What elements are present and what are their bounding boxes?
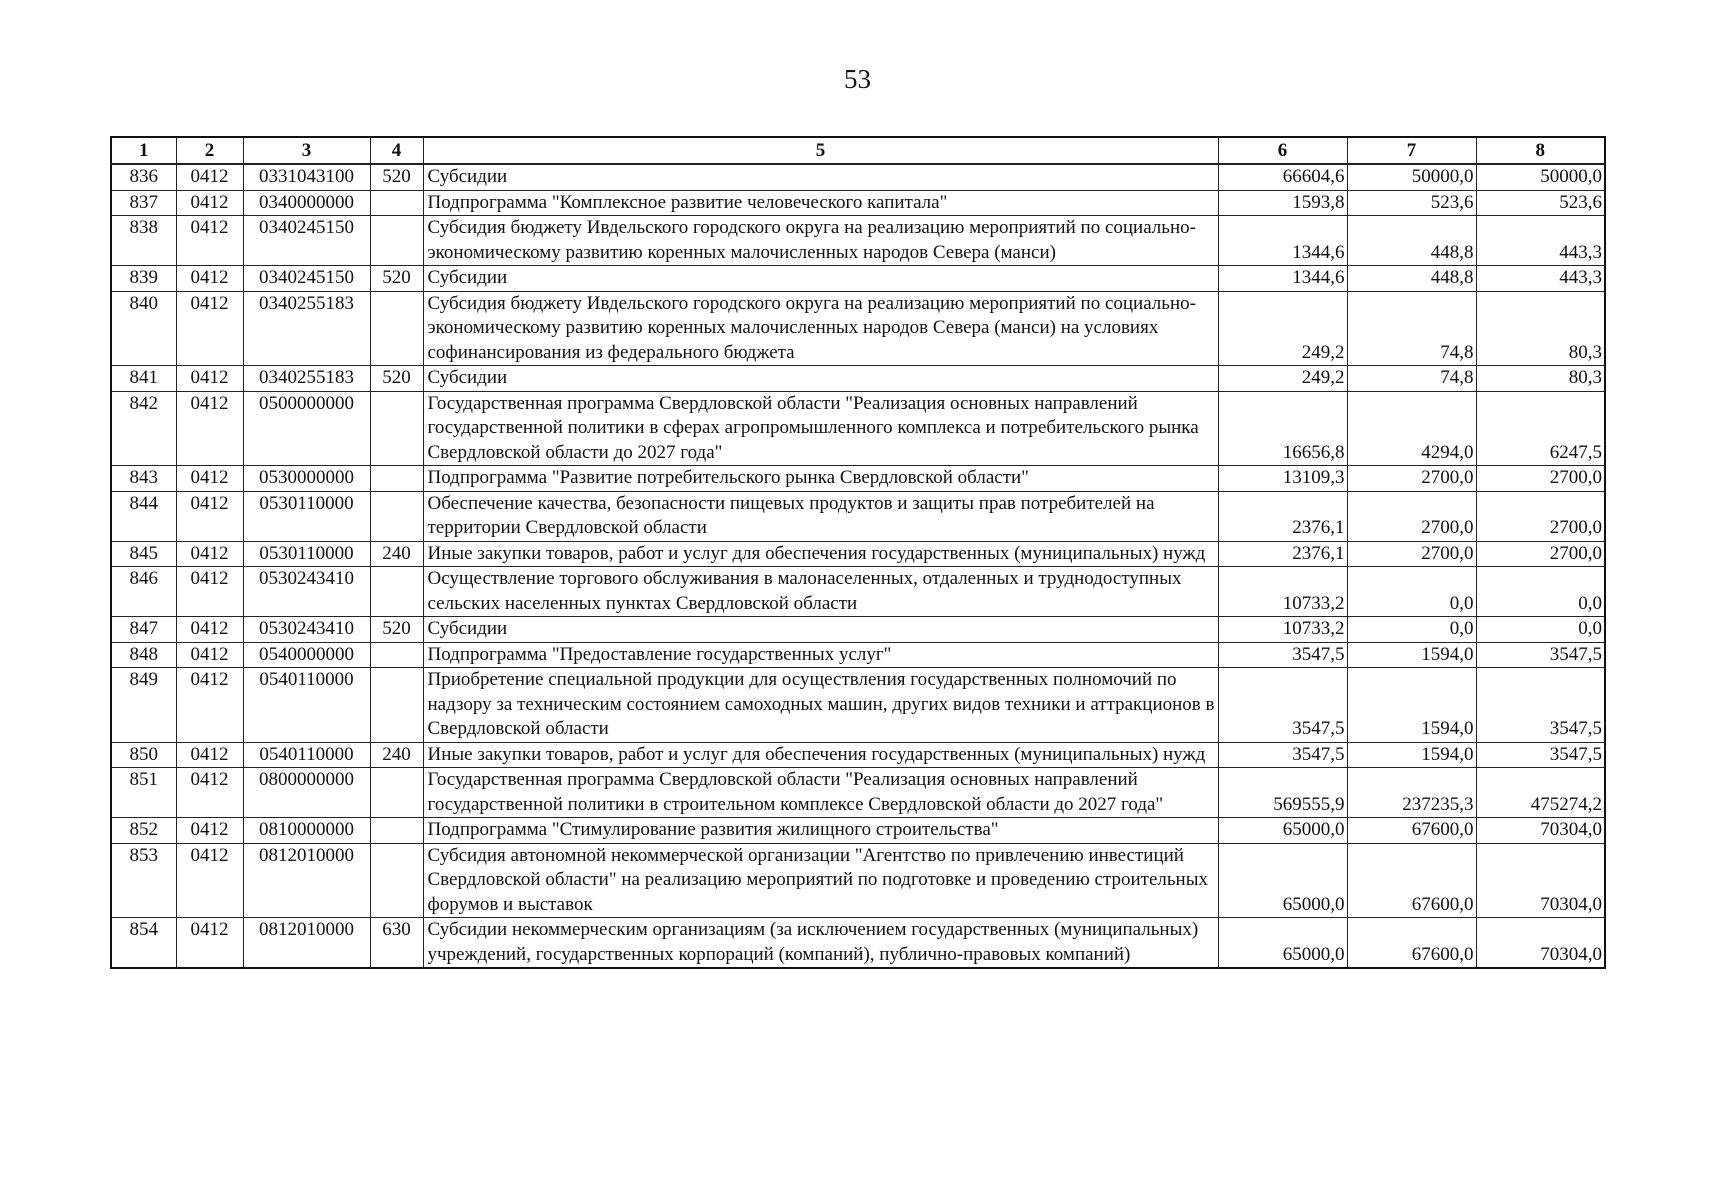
item-name: Субсидии (423, 164, 1218, 190)
amount-col-8: 70304,0 (1476, 818, 1605, 844)
amount-col-6: 1344,6 (1218, 266, 1347, 292)
amount-col-7: 0,0 (1347, 617, 1476, 643)
amount-col-6: 2376,1 (1218, 541, 1347, 567)
table-row (111, 642, 1605, 668)
amount-col-6: 249,2 (1218, 291, 1347, 366)
amount-col-7: 74,8 (1347, 366, 1476, 392)
expense-type-code: 240 (370, 541, 423, 567)
amount-col-7: 448,8 (1347, 216, 1476, 266)
target-article-code: 0540000000 (243, 642, 370, 668)
item-name: Приобретение специальной продукции для осуществления государственных полномочий по надзору за техническим состоянием самоходных машин, других видов техники и аттракционов в Свердловской области (423, 668, 1218, 743)
amount-col-8: 70304,0 (1476, 843, 1605, 918)
target-article-code: 0530243410 (243, 567, 370, 617)
expense-type-code: 520 (370, 366, 423, 392)
amount-col-6: 569555,9 (1218, 768, 1347, 818)
target-article-code: 0500000000 (243, 391, 370, 466)
amount-col-8: 2700,0 (1476, 541, 1605, 567)
item-name: Субсидия автономной некоммерческой организации "Агентство по привлечению инвестиций Свердловской области" на реализацию мероприятий по подготовке и проведению строительных форумов и выставок (423, 843, 1218, 918)
row-number: 844 (111, 491, 176, 541)
table-row (111, 818, 1605, 844)
amount-col-6: 65000,0 (1218, 818, 1347, 844)
amount-col-6: 66604,6 (1218, 164, 1347, 190)
section-code: 0412 (176, 918, 243, 969)
table-row (111, 768, 1605, 818)
row-number: 837 (111, 190, 176, 216)
header-col-3: 3 (243, 137, 370, 164)
table-row (111, 918, 1605, 969)
amount-col-7: 50000,0 (1347, 164, 1476, 190)
table-row (111, 216, 1605, 266)
row-number: 846 (111, 567, 176, 617)
table-row (111, 668, 1605, 743)
expense-type-code (370, 466, 423, 492)
section-code: 0412 (176, 391, 243, 466)
row-number: 854 (111, 918, 176, 969)
amount-col-6: 10733,2 (1218, 567, 1347, 617)
target-article-code: 0530110000 (243, 541, 370, 567)
header-col-5: 5 (423, 137, 1218, 164)
table-row (111, 742, 1605, 768)
target-article-code: 0540110000 (243, 668, 370, 743)
amount-col-7: 67600,0 (1347, 918, 1476, 969)
amount-col-6: 249,2 (1218, 366, 1347, 392)
row-number: 838 (111, 216, 176, 266)
target-article-code: 0800000000 (243, 768, 370, 818)
expense-type-code (370, 642, 423, 668)
header-col-1: 1 (111, 137, 176, 164)
target-article-code: 0530243410 (243, 617, 370, 643)
amount-col-7: 4294,0 (1347, 391, 1476, 466)
expense-type-code (370, 216, 423, 266)
amount-col-8: 2700,0 (1476, 466, 1605, 492)
expense-type-code (370, 291, 423, 366)
item-name: Субсидия бюджету Ивдельского городского округа на реализацию мероприятий по социально-экономическому развитию коренных малочисленных народов Севера (манси) на условиях софинансирования из федерального бюджета (423, 291, 1218, 366)
item-name: Иные закупки товаров, работ и услуг для обеспечения государственных (муниципальных) нужд (423, 541, 1218, 567)
target-article-code: 0340245150 (243, 216, 370, 266)
item-name: Субсидии (423, 266, 1218, 292)
item-name: Субсидии некоммерческим организациям (за исключением государственных (муниципальных) учреждений, государственных корпораций (компаний), публично-правовых компаний) (423, 918, 1218, 969)
amount-col-8: 3547,5 (1476, 742, 1605, 768)
target-article-code: 0810000000 (243, 818, 370, 844)
item-name: Субсидии (423, 617, 1218, 643)
item-name: Государственная программа Свердловской области "Реализация основных направлений государственной политики в сферах агропромышленного комплекса и потребительского рынка Свердловской области до 2027 года" (423, 391, 1218, 466)
target-article-code: 0812010000 (243, 918, 370, 969)
item-name: Подпрограмма "Предоставление государственных услуг" (423, 642, 1218, 668)
amount-col-8: 80,3 (1476, 366, 1605, 392)
amount-col-6: 3547,5 (1218, 742, 1347, 768)
table-row (111, 541, 1605, 567)
amount-col-7: 1594,0 (1347, 642, 1476, 668)
table-row (111, 617, 1605, 643)
table-body (111, 164, 1605, 968)
row-number: 853 (111, 843, 176, 918)
amount-col-8: 6247,5 (1476, 391, 1605, 466)
header-col-7: 7 (1347, 137, 1476, 164)
section-code: 0412 (176, 742, 243, 768)
amount-col-8: 443,3 (1476, 266, 1605, 292)
table-row (111, 491, 1605, 541)
amount-col-7: 1594,0 (1347, 668, 1476, 743)
expense-type-code (370, 818, 423, 844)
amount-col-6: 1344,6 (1218, 216, 1347, 266)
expense-type-code: 520 (370, 617, 423, 643)
table-row (111, 366, 1605, 392)
expense-type-code: 520 (370, 164, 423, 190)
expense-type-code (370, 768, 423, 818)
table-row (111, 291, 1605, 366)
item-name: Подпрограмма "Стимулирование развития жилищного строительства" (423, 818, 1218, 844)
target-article-code: 0340255183 (243, 291, 370, 366)
section-code: 0412 (176, 541, 243, 567)
budget-table (110, 136, 1606, 969)
header-col-2: 2 (176, 137, 243, 164)
target-article-code: 0340245150 (243, 266, 370, 292)
amount-col-7: 448,8 (1347, 266, 1476, 292)
amount-col-8: 2700,0 (1476, 491, 1605, 541)
table-row (111, 266, 1605, 292)
expense-type-code (370, 491, 423, 541)
table-row (111, 190, 1605, 216)
amount-col-6: 3547,5 (1218, 668, 1347, 743)
amount-col-7: 67600,0 (1347, 818, 1476, 844)
expense-type-code: 520 (370, 266, 423, 292)
header-col-8: 8 (1476, 137, 1605, 164)
section-code: 0412 (176, 291, 243, 366)
target-article-code: 0530110000 (243, 491, 370, 541)
row-number: 848 (111, 642, 176, 668)
target-article-code: 0331043100 (243, 164, 370, 190)
amount-col-6: 1593,8 (1218, 190, 1347, 216)
row-number: 847 (111, 617, 176, 643)
item-name: Подпрограмма "Развитие потребительского рынка Свердловской области" (423, 466, 1218, 492)
row-number: 840 (111, 291, 176, 366)
header-col-4: 4 (370, 137, 423, 164)
section-code: 0412 (176, 266, 243, 292)
section-code: 0412 (176, 768, 243, 818)
expense-type-code: 630 (370, 918, 423, 969)
amount-col-8: 0,0 (1476, 567, 1605, 617)
item-name: Государственная программа Свердловской области "Реализация основных направлений государственной политики в строительном комплексе Свердловской области до 2027 года" (423, 768, 1218, 818)
section-code: 0412 (176, 617, 243, 643)
table-row (111, 391, 1605, 466)
amount-col-7: 2700,0 (1347, 466, 1476, 492)
amount-col-8: 70304,0 (1476, 918, 1605, 969)
row-number: 849 (111, 668, 176, 743)
row-number: 836 (111, 164, 176, 190)
amount-col-8: 475274,2 (1476, 768, 1605, 818)
target-article-code: 0340255183 (243, 366, 370, 392)
expense-type-code (370, 843, 423, 918)
row-number: 843 (111, 466, 176, 492)
header-col-6: 6 (1218, 137, 1347, 164)
table-row (111, 164, 1605, 190)
row-number: 845 (111, 541, 176, 567)
item-name: Обеспечение качества, безопасности пищевых продуктов и защиты прав потребителей на территории Свердловской области (423, 491, 1218, 541)
amount-col-6: 16656,8 (1218, 391, 1347, 466)
amount-col-7: 523,6 (1347, 190, 1476, 216)
target-article-code: 0530000000 (243, 466, 370, 492)
amount-col-6: 65000,0 (1218, 843, 1347, 918)
page-number: 53 (844, 64, 871, 94)
row-number: 841 (111, 366, 176, 392)
item-name: Субсидия бюджету Ивдельского городского округа на реализацию мероприятий по социально-экономическому развитию коренных малочисленных народов Севера (манси) (423, 216, 1218, 266)
row-number: 851 (111, 768, 176, 818)
item-name: Субсидии (423, 366, 1218, 392)
section-code: 0412 (176, 164, 243, 190)
amount-col-8: 523,6 (1476, 190, 1605, 216)
expense-type-code: 240 (370, 742, 423, 768)
item-name: Осуществление торгового обслуживания в малонаселенных, отдаленных и труднодоступных сельских населенных пунктах Свердловской области (423, 567, 1218, 617)
section-code: 0412 (176, 466, 243, 492)
section-code: 0412 (176, 818, 243, 844)
header-row (111, 137, 1605, 164)
row-number: 839 (111, 266, 176, 292)
table-row (111, 843, 1605, 918)
amount-col-8: 50000,0 (1476, 164, 1605, 190)
table-row (111, 567, 1605, 617)
section-code: 0412 (176, 216, 243, 266)
table-row (111, 466, 1605, 492)
target-article-code: 0340000000 (243, 190, 370, 216)
expense-type-code (370, 668, 423, 743)
section-code: 0412 (176, 668, 243, 743)
amount-col-7: 67600,0 (1347, 843, 1476, 918)
row-number: 842 (111, 391, 176, 466)
amount-col-6: 10733,2 (1218, 617, 1347, 643)
section-code: 0412 (176, 567, 243, 617)
item-name: Подпрограмма "Комплексное развитие человеческого капитала" (423, 190, 1218, 216)
row-number: 850 (111, 742, 176, 768)
amount-col-6: 13109,3 (1218, 466, 1347, 492)
amount-col-7: 237235,3 (1347, 768, 1476, 818)
amount-col-7: 0,0 (1347, 567, 1476, 617)
amount-col-7: 1594,0 (1347, 742, 1476, 768)
amount-col-8: 0,0 (1476, 617, 1605, 643)
amount-col-8: 3547,5 (1476, 642, 1605, 668)
amount-col-8: 3547,5 (1476, 668, 1605, 743)
expense-type-code (370, 190, 423, 216)
amount-col-7: 2700,0 (1347, 491, 1476, 541)
section-code: 0412 (176, 190, 243, 216)
section-code: 0412 (176, 843, 243, 918)
target-article-code: 0812010000 (243, 843, 370, 918)
item-name: Иные закупки товаров, работ и услуг для обеспечения государственных (муниципальных) нужд (423, 742, 1218, 768)
row-number: 852 (111, 818, 176, 844)
expense-type-code (370, 567, 423, 617)
amount-col-6: 2376,1 (1218, 491, 1347, 541)
amount-col-6: 3547,5 (1218, 642, 1347, 668)
section-code: 0412 (176, 491, 243, 541)
expense-type-code (370, 391, 423, 466)
target-article-code: 0540110000 (243, 742, 370, 768)
section-code: 0412 (176, 366, 243, 392)
amount-col-8: 80,3 (1476, 291, 1605, 366)
amount-col-7: 74,8 (1347, 291, 1476, 366)
amount-col-8: 443,3 (1476, 216, 1605, 266)
section-code: 0412 (176, 642, 243, 668)
amount-col-6: 65000,0 (1218, 918, 1347, 969)
amount-col-7: 2700,0 (1347, 541, 1476, 567)
